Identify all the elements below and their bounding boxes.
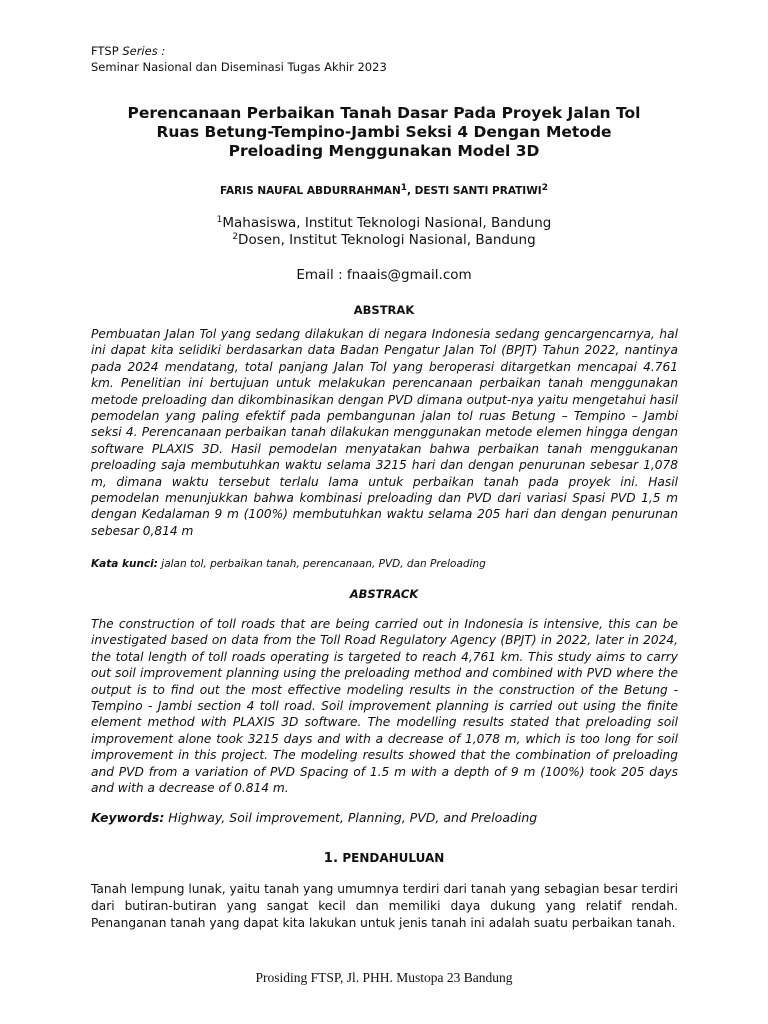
keywords (91, 810, 678, 826)
series-prefix: FTSP (91, 44, 119, 58)
title-line-2: Ruas Betung-Tempino-Jambi Seksi 4 Dengan Metode (156, 123, 612, 141)
page-footer: Prosiding FTSP, Jl. PHH. Mustopa 23 Bandung (255, 970, 513, 985)
kata-kunci (91, 556, 678, 572)
affiliation-1 (60, 215, 708, 232)
affiliation-2-sup: 2 (232, 232, 239, 242)
affiliation-1-sup: 1 (216, 215, 223, 225)
authors (60, 183, 708, 199)
series-line (91, 43, 387, 59)
abstract-en-heading: ABSTRACK (349, 587, 419, 601)
affiliation-1-text: Mahasiswa, Institut Teknologi Nasional, Bandung (222, 215, 552, 231)
series-header (91, 43, 387, 75)
abstract-en-text: The construction of toll roads that are being carried out in Indonesia is intensive, this can be investigated based on data from the Toll Road Regulatory Agency (BPJT) in 2022, later in 2024, the total length of toll roads operating is targeted to reach 4,761 km. This study aims to carry out soil improvement planning using the preloading method and combined with PVD where the output is to find out the most effective modeling results in the construction of the Betung - Tempino - Jambi section 4 toll road. Soil improvement planning is carried out using the finite element method with PLAXIS 3D software. The modelling results stated that preloading soil improvement alone took 3215 days and with a decrease of 1,078 m, which is too long for soil improvement in this project. The modeling results showed that the combination of preloading and PVD from a variation of PVD Spacing of 1.5 m with a depth of 9 m (100%) took 205 days and with a decrease of 0.814 m. (91, 617, 678, 796)
section-number: 1. (323, 850, 339, 866)
title-line-3: Preloading Menggunakan Model 3D (228, 142, 540, 160)
section-title: PENDAHULUAN (338, 851, 445, 865)
kata-kunci-label: Kata kunci: (91, 558, 158, 570)
affiliation-2-text: Dosen, Institut Teknologi Nasional, Bandung (238, 232, 536, 248)
paper-title (60, 104, 708, 161)
kata-kunci-values: jalan tol, perbaikan tanah, perencanaan, PVD, dan Preloading (157, 558, 486, 570)
affiliation-2 (60, 232, 708, 249)
abstrak-text: Pembuatan Jalan Tol yang sedang dilakukan di negara Indonesia sedang gencargencarnya, hal ini dapat kita selidiki berdasarkan data Badan Pengatur Jalan Tol (BPJT) Tahun 2022, nantinya pada 2024 mendatang, total panjang Jalan Tol yang beroperasi ditargetkan mencapai 4.761 km. Penelitian ini bertujuan untuk melakukan perencanaan perbaikan tanah menggunakan metode preloading dan dikombinasikan dengan PVD dimana output-nya yaitu mengetahui hasil pemodelan yang paling efektif pada pembangunan jalan tol ruas Betung – Tempino – Jambi seksi 4. Perencanaan perbaikan tanah dilakukan menggunakan metode elemen hingga dengan software PLAXIS 3D. Hasil pemodelan menyatakan bahwa perbaikan tanah menggukanan preloading saja membutuhkan waktu selama 3215 hari dan dengan penurunan sebesar 1,078 m, dimana waktu tersebut terlalu lama untuk perbaikan tanah pada proyek ini. Hasil pemodelan menunjukkan bahwa kombinasi preloading dan PVD dari variasi Spasi PVD 1,5 m dengan Kedalaman 9 m (100%) membutuhkan waktu selama 205 hari dan dengan penurunan sebesar 0,814 m (91, 327, 678, 538)
author-email: Email : fnaais@gmail.com (296, 267, 472, 283)
pendahuluan-paragraph: Tanah lempung lunak, yaitu tanah yang umumnya terdiri dari tanah yang sebagian besar terdiri dari butiran-butiran yang sangat kecil dan memiliki daya dukung yang relatif rendah. Penanganan tanah yang dapat kita lakukan untuk jenis tanah ini adalah suatu perbaikan tanah. (91, 882, 678, 930)
abstrak-heading: ABSTRAK (353, 303, 415, 317)
author-separator: , (407, 185, 415, 197)
keywords-label: Keywords: (91, 810, 165, 825)
author-1: FARIS NAUFAL ABDURRAHMAN (220, 185, 401, 197)
section-heading-pendahuluan (60, 850, 708, 866)
keywords-values: Highway, Soil improvement, Planning, PVD, and Preloading (164, 810, 538, 825)
affiliations (60, 215, 708, 249)
author-2: DESTI SANTI PRATIWI (414, 185, 542, 197)
series-italic: Series : (122, 44, 166, 58)
author-1-sup: 1 (400, 183, 407, 193)
seminar-line: Seminar Nasional dan Diseminasi Tugas Akhir 2023 (91, 60, 387, 74)
author-2-sup: 2 (541, 183, 548, 193)
title-line-1: Perencanaan Perbaikan Tanah Dasar Pada Proyek Jalan Tol (127, 104, 641, 122)
